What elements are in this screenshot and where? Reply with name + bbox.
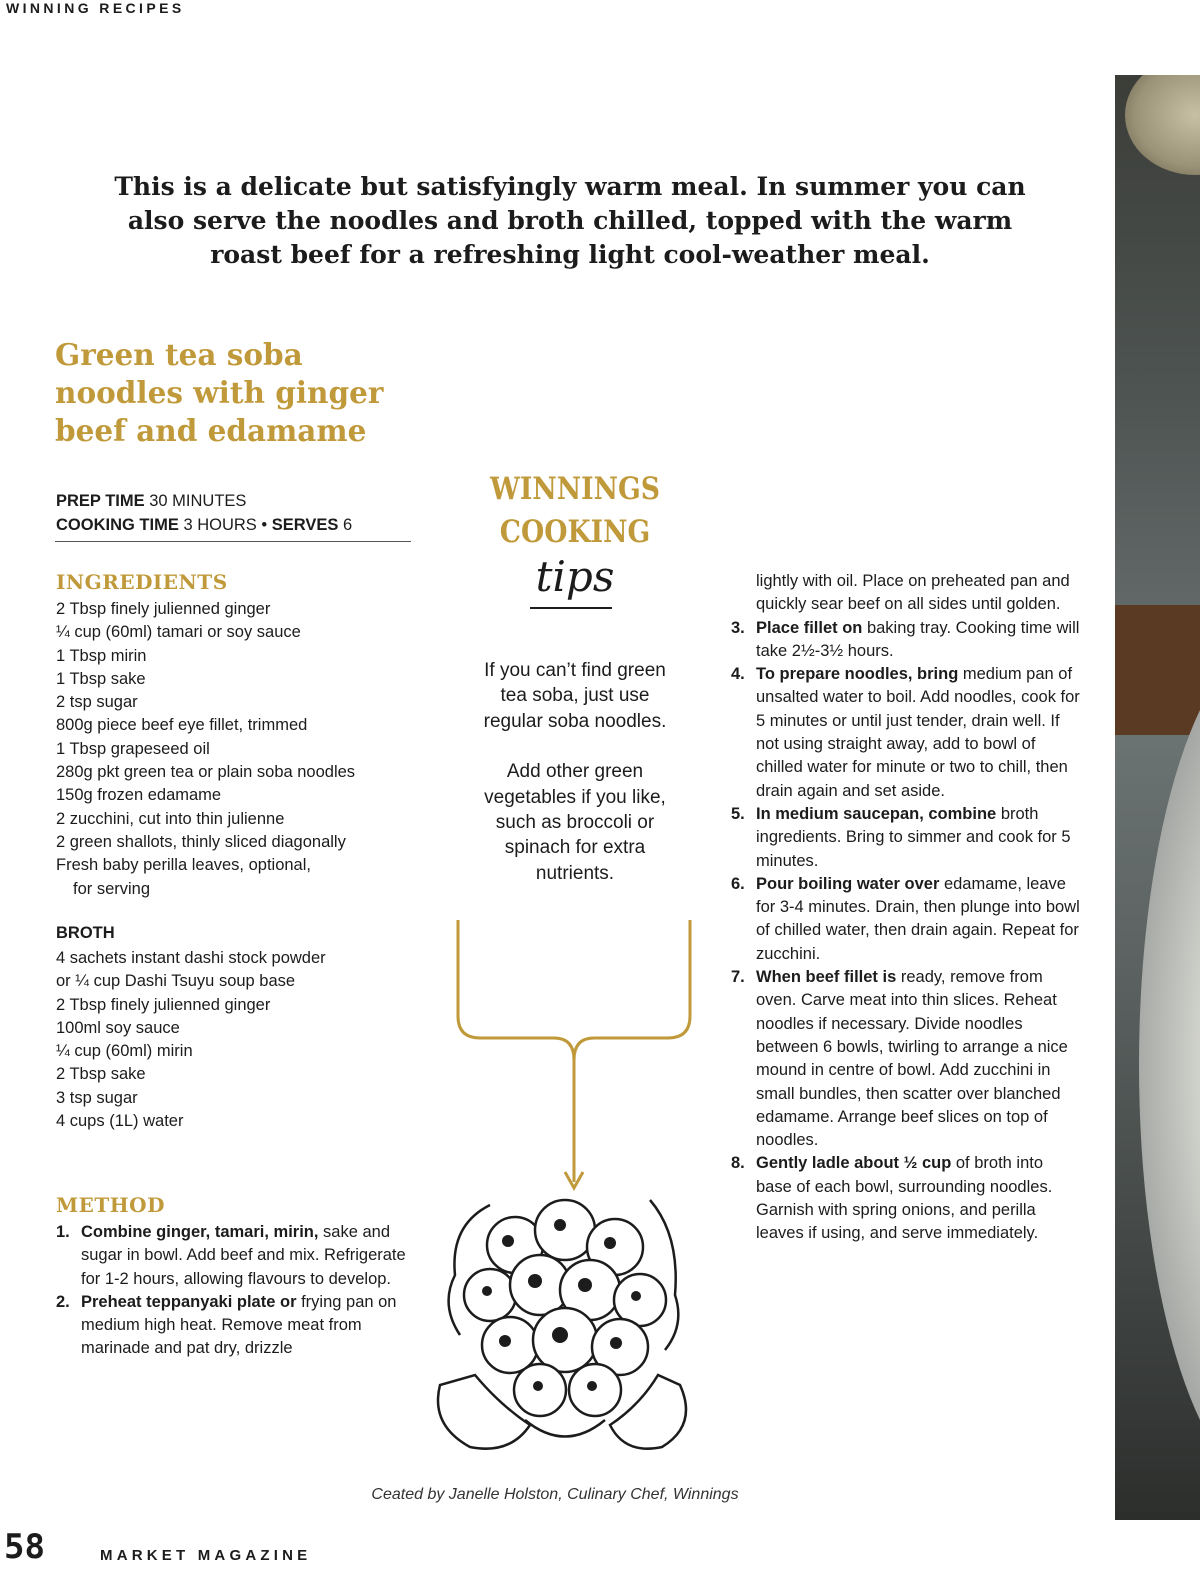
serves-label: SERVES xyxy=(271,516,339,534)
method-column-right xyxy=(731,570,1081,1246)
method-step xyxy=(731,663,1081,803)
step-number: 7. xyxy=(731,968,745,987)
step-lead: To prepare noodles, bring xyxy=(756,665,959,684)
ingredient-item: 280g pkt green tea or plain soba noodles xyxy=(56,763,356,782)
step-text: edamame, leave for 3-4 minutes. Drain, then plunge into bowl of chilled water, then drain again. Repeat for zucchini. xyxy=(756,874,1080,963)
ingredient-item: 1 Tbsp mirin xyxy=(56,646,147,665)
broth-item: or ¼ cup Dashi Tsuyu soup base xyxy=(56,972,296,991)
ingredient-item: Fresh baby perilla leaves, optional, xyxy=(56,856,311,875)
tips-script-word: tips xyxy=(535,552,615,601)
ingredient-item: 150g frozen edamame xyxy=(56,786,222,805)
separator-bullet: • xyxy=(261,516,268,534)
method-step xyxy=(731,1152,1081,1245)
step-text: baking tray. Cooking time will take 2½-3½ hours. xyxy=(756,618,1080,660)
tips-title-line: WINNINGS xyxy=(489,471,661,507)
ingredient-item: 1 Tbsp sake xyxy=(56,669,146,688)
step-number: 2. xyxy=(56,1292,70,1311)
recipe-title: Green tea soba noodles with ginger beef and edamame xyxy=(55,337,384,448)
ingredient-item: 2 tsp sugar xyxy=(56,693,138,712)
ingredient-item: 1 Tbsp grapeseed oil xyxy=(56,739,210,758)
method-step-continued xyxy=(731,570,1081,617)
broth-item: 4 cups (1L) water xyxy=(56,1112,184,1131)
broth-item: 3 tsp sugar xyxy=(56,1088,138,1107)
serves-value: 6 xyxy=(343,516,353,534)
step-text: of broth into base of each bowl, surrounding noodles. Garnish with spring onions, and perilla leaves if using, and serve immediately. xyxy=(756,1154,1053,1243)
ingredient-item: 2 green shallots, thinly sliced diagonally xyxy=(56,832,346,851)
step-text: sake and sugar in bowl. Add beef and mix. Refrigerate for 1-2 hours, allowing flavours to develop. xyxy=(81,1223,406,1288)
tips-body xyxy=(480,658,670,911)
method-step xyxy=(56,1291,416,1361)
recipe-credit: Ceated by Janelle Holston, Culinary Chef, Winnings xyxy=(371,1486,739,1503)
cook-time-label: COOKING TIME xyxy=(56,516,179,534)
broth-heading: BROTH xyxy=(56,924,115,942)
photo-board xyxy=(1115,605,1200,735)
step-number: 5. xyxy=(731,804,745,823)
prep-time-value: 30 MINUTES xyxy=(149,492,247,510)
cauliflower-illustration xyxy=(430,1185,700,1455)
ingredient-item: ¼ cup (60ml) tamari or soy sauce xyxy=(56,623,301,642)
ingredients-heading: INGREDIENTS xyxy=(56,570,228,594)
broth-item: ¼ cup (60ml) mirin xyxy=(56,1042,193,1061)
tip-paragraph: Add other green vegetables if you like, such as broccoli or spinach for extra nutrients. xyxy=(484,761,666,884)
step-lead: Gently ladle about ½ cup xyxy=(756,1154,952,1173)
tips-title xyxy=(476,468,674,554)
step-lead: Pour boiling water over xyxy=(756,874,940,893)
method-column-left xyxy=(56,1221,416,1361)
method-step xyxy=(56,1221,416,1291)
ingredient-item: 800g piece beef eye fillet, trimmed xyxy=(56,716,308,735)
method-step xyxy=(731,803,1081,873)
method-heading: METHOD xyxy=(56,1193,165,1217)
step-number: 1. xyxy=(56,1223,70,1241)
ingredient-item: 2 Tbsp finely julienned ginger xyxy=(56,600,271,618)
magazine-name: MARKET MAGAZINE xyxy=(100,1547,312,1564)
broth-item: 2 Tbsp sake xyxy=(56,1065,146,1084)
step-lead: In medium saucepan, combine xyxy=(756,804,997,823)
divider xyxy=(55,541,411,542)
tips-bracket-arrow xyxy=(456,920,696,1195)
step-number: 8. xyxy=(731,1154,745,1173)
step-number: 6. xyxy=(731,874,745,893)
tips-underline xyxy=(530,607,612,609)
tips-title-line: COOKING xyxy=(499,514,651,550)
step-text: frying pan on medium high heat. Remove meat from marinade and pat dry, drizzle xyxy=(81,1292,397,1358)
step-number: 4. xyxy=(731,665,745,684)
ingredients-list xyxy=(56,598,426,901)
method-step xyxy=(731,873,1081,966)
tip-paragraph: If you can’t find green tea soba, just use regular soba noodles. xyxy=(483,660,667,732)
intro-text: This is a delicate but satisfyingly warm meal. In summer you can also serve the noodles and broth chilled, topped with the warm roast beef for a refreshing light cool-weather meal. xyxy=(114,172,1026,269)
ingredient-item: 2 zucchini, cut into thin julienne xyxy=(56,809,285,828)
cook-time-value: 3 HOURS xyxy=(183,516,257,534)
step-lead: When beef fillet is xyxy=(756,968,897,987)
ingredient-item: for serving xyxy=(73,879,151,898)
step-lead: Combine ginger, tamari, mirin, xyxy=(81,1223,319,1241)
step-lead: Place fillet on xyxy=(756,618,863,637)
broth-item: 2 Tbsp finely julienned ginger xyxy=(56,995,271,1014)
broth-list xyxy=(56,947,426,1133)
method-step xyxy=(731,966,1081,1152)
broth-item: 4 sachets instant dashi stock powder xyxy=(56,949,326,967)
step-text: medium pan of unsalted water to boil. Add noodles, cook for 5 minutes or until just tender, drain well. If not using straight away, add to bowl of chilled water for minute or two to chill, then drain again and set aside. xyxy=(756,665,1080,800)
step-text: ready, remove from oven. Carve meat into thin slices. Reheat noodles if necessary. Divide noodles between 6 bowls, twirling to arrange a nice mound in centre of bowl. Add zucchini in small bundles, then scatter over blanched edamame. Arrange beef slices on top of noodles. xyxy=(756,968,1068,1150)
photo-cloth xyxy=(1125,75,1200,175)
method-step xyxy=(731,617,1081,664)
recipe-times xyxy=(56,489,416,537)
prep-time-line xyxy=(56,489,416,513)
page-number: 58 xyxy=(4,1527,45,1567)
step-text: broth ingredients. Bring to simmer and cook for 5 minutes. xyxy=(756,804,1071,870)
photo-bowl xyxy=(1139,635,1200,1495)
section-label: WINNING RECIPES xyxy=(6,0,185,16)
cook-time-line xyxy=(56,513,416,537)
prep-time-label: PREP TIME xyxy=(56,492,145,510)
step-text: lightly with oil. Place on preheated pan and quickly sear beef on all sides until golden. xyxy=(756,572,1070,614)
broth-item: 100ml soy sauce xyxy=(56,1018,180,1037)
step-number: 3. xyxy=(731,618,745,637)
food-photo xyxy=(1115,75,1200,1520)
step-lead: Preheat teppanyaki plate or xyxy=(81,1292,297,1311)
